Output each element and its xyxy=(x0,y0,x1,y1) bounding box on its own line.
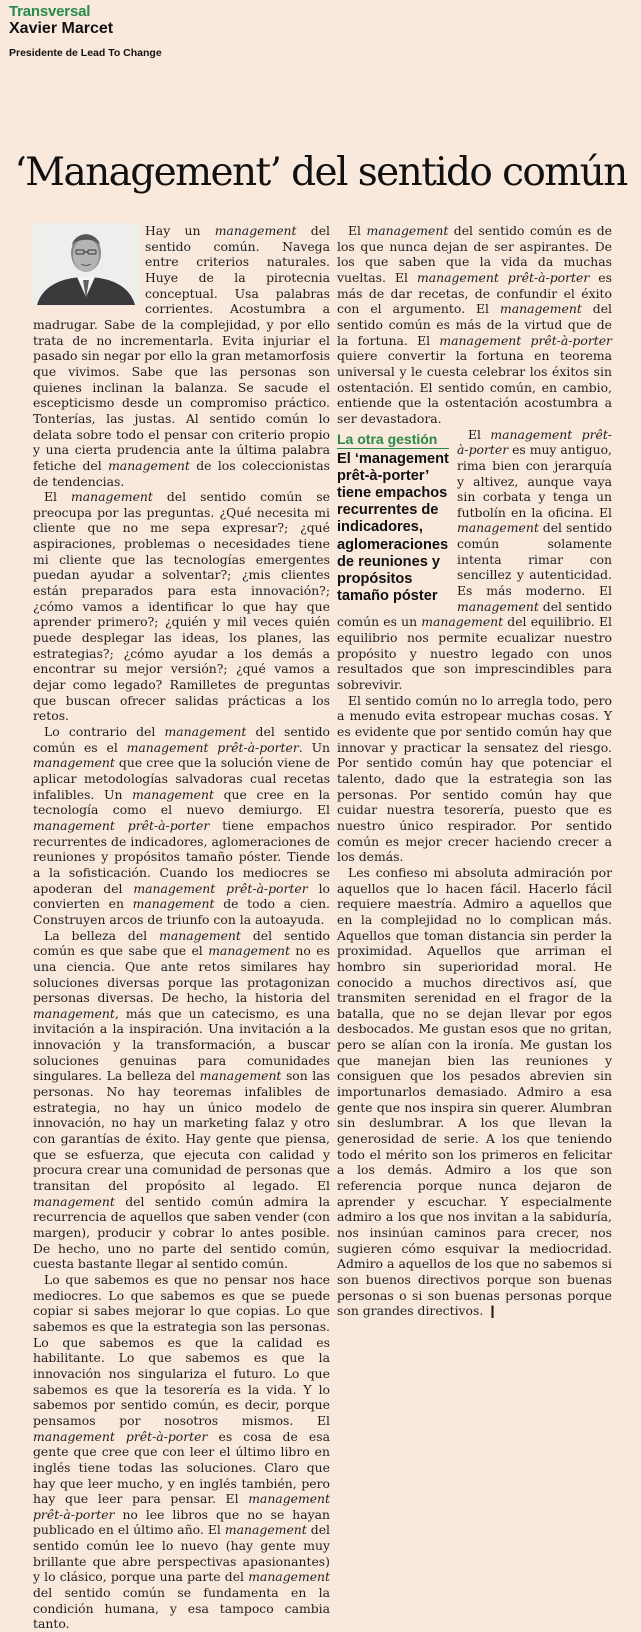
pull-quote xyxy=(337,431,449,606)
paragraph-9: Les confieso mi absoluta admiración por aquellos que lo hacen fácil. Hacerlo fácil requiere maestría. Admiro a aquellos que en la complejidad no lo complican más. Aquellos que toman distancia sin perder la proximidad. Aquellos que arriman el hombro sin superioridad moral. He conocido a muchos directivos así, que transmiten serenidad en el fragor de la batalla, que no se dejan llevar por egos desbocados. Me gustan esos que no gritan, pero se alían con la ironía. Me gustan los que manejan bien las reuniones y consiguen que los pesados abrevien sin importunarlos demasiado. Admiro a esa gente que nos inspira sin querer. Alumbran sin deslumbrar. A los que llevan la generosidad de serie. A los que teniendo todo el mérito son los primeros en felicitar a los demás. Admiro a los que son referencia porque nunca dejaron de aprender y escuchar. Y especialmente admiro a los que nos invitan a la sabiduría, nos insinúan caminos para crecer, nos sugieren cómo esquivar la mediocridad. Admiro a aquellos de los que no sabemos si son buenos directivos porque son buenas personas o si son buenas personas porque son grandes directivos. ❙ xyxy=(337,864,612,1319)
paragraph-3: Lo contrario del management del sentido común es el management prêt-à-porter. Un management que cree que la solución viene de aplicar metodologías salvadoras cual recetas infalibles. Un management que cree en la tecnología como el nuevo demiurgo. El management prêt-à-porter tiene empachos recurrentes de indicadores, aglomeraciones de reuniones y propósitos tamaño póster. Tiende a la sofisticación. Cuando los mediocres se apoderan del management prêt-à-porter lo convierten en management de todo a cien. Construyen arcos de triunfo con la autoayuda. xyxy=(33,724,330,927)
paragraph-8: El sentido común no lo arregla todo, pero a menudo evita estropear muchas cosas. Y es evidente que por sentido común hay que innovar y practicar la sensatez del riesgo. Por sentido común hay que potenciar el talento, dado que la estrategia son las personas. Por sentido común hay que cuidar nuestra tesorería, puesto que es nuestro único respirador. Por sentido común es mejor crecer haciendo crecer a los demás. xyxy=(337,692,612,865)
author-name: Xavier Marcet xyxy=(9,20,114,37)
article-title: ‘Management’ del sentido común xyxy=(14,150,627,195)
paragraph-7: El management prêt-à-porter es muy antiguo, rima bien con jerarquía y altivez, aunque vaya sin corbata y tenga un futbolín en la oficina. El management del sentido común solamente intenta rimar con sencillez y autenticidad. Es más moderno. El management del sentido común es un management del equilibrio. El equilibrio nos permite ecualizar nuestro propósito y nuestro legado con unos resultados que son imprescindibles para sobrevivir. xyxy=(337,426,613,693)
author-portrait-icon xyxy=(33,223,139,305)
author-role: Presidente de Lead To Change xyxy=(9,47,162,59)
paragraph-2: El management del sentido común se preocupa por las preguntas. ¿Qué necesita mi cliente que no me sepa expresar?; ¿qué aspiraciones, problemas o necesidades tiene mi cliente que las tecnologías emergentes puedan ayudar a solventar?; ¿mis clientes están preparados para esta innovación?; ¿cómo vamos a identificar lo que hay que aprender primero?; ¿quién y mil veces quién puede desplegar las ideas, los planes, las estrategias?; ¿cómo ayudar a los demás a encontrar su mejor versión?; ¿qué vamos a dejar como legado? Ramilletes de preguntas que buscan ofrecer salidas prácticas a los retos. xyxy=(33,489,330,724)
article-column-left xyxy=(33,223,331,1632)
paragraph-1: Hay un management del sentido común. Navega entre criterios naturales. Huye de la pirotecnia conceptual. Usa palabras corrientes. Acostumbra a madrugar. Sabe de la complejidad, y por ello trata de no incrementarla. Evita injuriar el pasado sin negar por ello la gran metamorfosis que vivimos. Sabe que las personas son quienes inclinan la balanza. Se sacude el escepticismo desde un compromiso práctico. Tonterías, las justas. Al sentido común lo delata sobre todo el pensar con criterio propio y una cierta prudencia ante la última palabra fetiche del management de los coleccionistas de tendencias. xyxy=(33,223,331,489)
pull-quote-text: El ‘management prêt-à-porter’ tiene empachos recurrentes de indicadores, aglomeraciones de reuniones y propósitos tamaño póster xyxy=(337,450,449,605)
section-label: Transversal xyxy=(9,3,91,20)
paragraph-6: El management del sentido común es de los que nunca dejan de ser aspirantes. De los que saben que la vida da muchas vueltas. El management prêt-à-porter es más de dar recetas, de confundir el éxito con el argumento. El management del sentido común es más de la virtud que de la fortuna. El management prêt-à-porter quiere convertir la fortuna en teorema universal y le cuesta celebrar los éxitos sin ostentación. El sentido común, en cambio, entiende que la ostentación acostumbra a ser devastadora. xyxy=(337,223,613,426)
article-column-right xyxy=(337,223,613,1319)
paragraph-4: La belleza del management del sentido común es que sabe que el management no es una ciencia. Que ante retos similares hay soluciones diversas porque las protagonizan personas diversas. De hecho, la historia del management, más que un catecismo, es una invitación a la inspiración. Una invitación a la innovación y la transformación, a buscar soluciones genuinas para comunidades singulares. La belleza del management son las personas. No hay teoremas infalibles de estrategia, no hay un único modelo de innovación, no hay un marketing falaz y otro con garantías de éxito. Hay gente que piensa, que se esfuerza, que ejecuta con calidad y procura crear una comunidad de personas que transitan del propósito al legado. El management del sentido común admira la recurrencia de aquellos que saben vender (con margen), producir y cobrar lo antes posible. De hecho, uno no parte del sentido común, cuesta bastante llegar al sentido común. xyxy=(33,927,331,1272)
pull-quote-kicker: La otra gestión xyxy=(337,431,449,449)
paragraph-5: Lo que sabemos es que no pensar nos hace mediocres. Lo que sabemos es que se puede copiar si sabes mejorar lo que copias. Lo que sabemos es que la estrategia son las personas. Lo que sabemos es que la calidad es habilitante. Lo que sabemos es que la innovación nos singulariza el futuro. Lo que sabemos es que la tesorería es la vida. Y lo sabemos por sentido común, es decir, porque pensamos por nosotros mismos. El management prêt-à-porter es cosa de esa gente que cree que con leer el último libro en inglés tiene todas las soluciones. Claro que hay que leer mucho, y en inglés también, pero hay que leer para pensar. El management prêt-à-porter no lee libros que no se hayan publicado en el último año. El management del sentido común lee lo nuevo (hay gente muy brillante que abre perspectivas apasionantes) y lo clásico, porque una parte del management del sentido común se fundamenta en la condición humana, y esa tampoco cambia tanto. xyxy=(33,1271,331,1632)
